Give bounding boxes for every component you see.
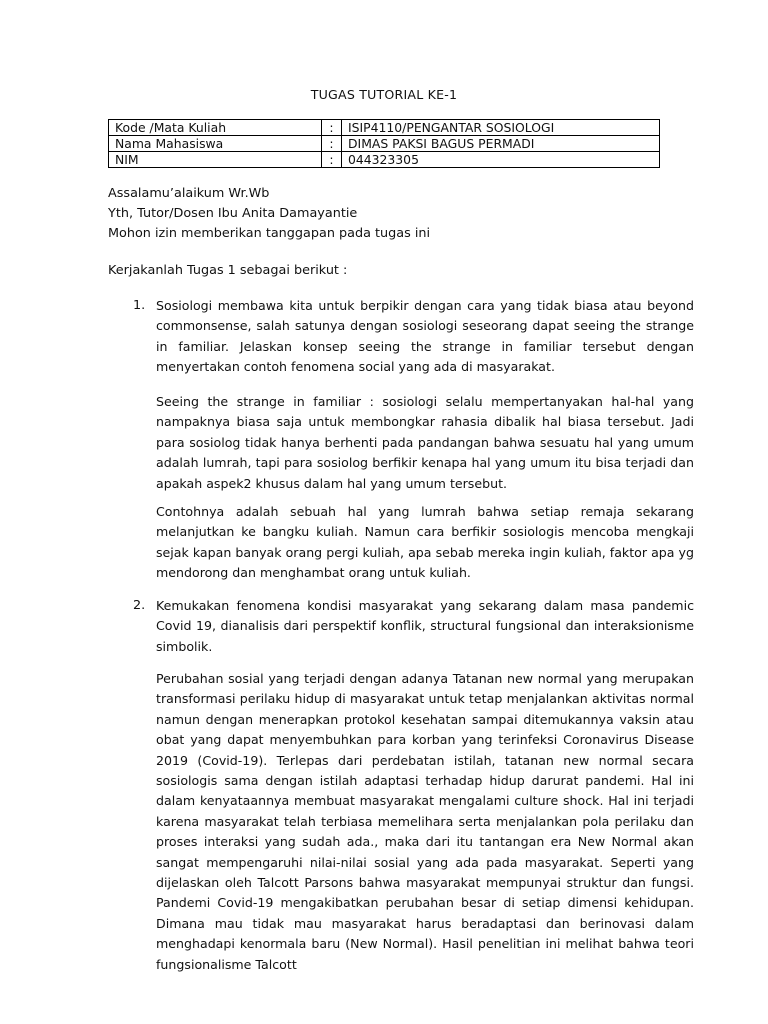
info-label: Nama Mahasiswa (109, 136, 322, 152)
info-separator: : (322, 152, 342, 168)
answer-paragraph: Contohnya adalah sebuah hal yang lumrah bahwa setiap remaja sekarang melanjutkan ke bangku kuliah. Namun cara berfikir sosiologis mencoba mengkaji sejak kapan banyak orang pergi kuliah, apa sebab mereka ingin kuliah, faktor apa yg mendorong dan menghambat orang untuk kuliah. (156, 504, 694, 581)
question-text: Kemukakan fenomena kondisi masyarakat yang sekarang dalam masa pandemic Covid 19, dianalisis dari perspektif konflik, structural fungsional dan interaksionisme simbolik. (156, 598, 694, 654)
greeting-line: Yth, Tutor/Dosen Ibu Anita Damayantie (108, 206, 358, 221)
question-text: Sosiologi membawa kita untuk berpikir dengan cara yang tidak biasa atau beyond commonsense, salah satunya dengan sosiologi seseorang dapat seeing the strange in familiar. Jelaskan konsep seeing the strange in familiar tersebut dengan menyertakan contoh fenomena social yang ada di masyarakat. (156, 298, 694, 375)
document-page: TUGAS TUTORIAL KE-1 Kode /Mata Kuliah : ISIP4110/PENGANTAR SOSIOLOGI Nama Mahasiswa : DIMAS PAKSI BAGUS PERMADI NIM : 044323305 Assalamu’alaikum Wr.Wb Yth, Tutor/Dosen Ibu Anita Damayantie Mohon izin memberikan tanggapan pada tugas ini Kerjakanlah Tugas 1 sebagai berikut : 1. Sosiologi membawa kita untuk berpikir dengan cara yang tidak biasa atau beyond commonsense, salah satunya dengan sosiologi seseorang dapat seeing the strange in familiar. Jelaskan konsep seeing the strange in familiar tersebut dengan menyertakan contoh fenomena social yang ada di masyarakat. Seeing the strange in familiar : sosiologi selalu mempertanyakan hal-hal yang nampaknya biasa saja untuk membongkar rahasia dibalik hal biasa tersebut. Jadi para sosiolog tidak hanya berhenti pada pandangan bahwa sesuatu hal yang umum adalah lumrah, tapi para sosiolog berfikir kenapa hal yang umum itu bisa terjadi dan apakah aspek2 khusus dalam hal yang umum tersebut. Contohnya adalah sebuah hal yang lumrah bahwa setiap remaja sekarang melanjutkan ke bangku kuliah. Namun cara berfikir sosiologis mencoba mengkaji sejak kapan banyak orang pergi kuliah, apa sebab mereka ingin kuliah, faktor apa yg mendorong dan menghambat orang untuk kuliah. 2. Kemukakan fenomena kondisi masyarakat yang sekarang dalam masa pandemic Covid 19, dianalisis dari perspektif konflik, structural fungsional dan interaksionisme simbolik. Perubahan sosial yang terjadi dengan adanya Tatanan new normal yang merupakan transformasi perilaku hidup di masyarakat untuk tetap menjalankan aktivitas normal namun dengan menerapkan protokol kesehatan sampai ditemukannya vaksin atau obat yang dapat menyembuhkan para korban yang terinfeksi Coronavirus Disease 2019 (Covid-19). Terlepas dari perdebatan istilah, tatanan new normal secara sosiologis sama dengan istilah adaptasi terhadap hidup darurat pandemi. Hal ini dalam kenyataannya membuat masyarakat mengalami culture shock. Hal ini terjadi karena masyarakat telah terbiasa memelihara serta menjalankan pola perilaku dan proses interaksi yang sudah ada., maka dari itu tantangan era New Normal akan sangat mempengaruhi nilai-nilai sosial yang ada pada masyarakat. Seperti yang dijelaskan oleh Talcott Parsons bahwa masyarakat mempunyai struktur dan fungsi. Pandemi Covid-19 mengakibatkan perubahan besar di setiap dimensi kehidupan. Dimana mau tidak mau masyarakat harus beradaptasi dan berinovasi dalam menghadapi kenormala baru (New Normal). Hasil penelitian ini melihat bahwa teori fungsionalisme Talcott (0, 0, 768, 1024)
info-separator: : (322, 136, 342, 152)
student-info-table (108, 119, 660, 168)
table-row (109, 136, 660, 152)
table-row (109, 152, 660, 168)
info-separator: : (322, 120, 342, 136)
info-value: DIMAS PAKSI BAGUS PERMADI (342, 136, 660, 152)
document-title: TUGAS TUTORIAL KE-1 (310, 87, 458, 102)
answer-paragraph: Seeing the strange in familiar : sosiologi selalu mempertanyakan hal-hal yang nampaknya biasa saja untuk membongkar rahasia dibalik hal biasa tersebut. Jadi para sosiolog tidak hanya berhenti pada pandangan bahwa sesuatu hal yang umum adalah lumrah, tapi para sosiolog berfikir kenapa hal yang umum itu bisa terjadi dan apakah aspek2 khusus dalam hal yang umum tersebut. (156, 394, 694, 491)
task-intro: Kerjakanlah Tugas 1 sebagai berikut : (108, 263, 348, 278)
greeting-line: Assalamu’alaikum Wr.Wb (108, 186, 270, 201)
info-value: 044323305 (342, 152, 660, 168)
info-value: ISIP4110/PENGANTAR SOSIOLOGI (342, 120, 660, 136)
greeting-block (108, 184, 430, 244)
answer-paragraph: Perubahan sosial yang terjadi dengan adanya Tatanan new normal yang merupakan transformasi perilaku hidup di masyarakat untuk tetap menjalankan aktivitas normal namun dengan menerapkan protokol kesehatan sampai ditemukannya vaksin atau obat yang dapat menyembuhkan para korban yang terinfeksi Coronavirus Disease 2019 (Covid-19). Terlepas dari perdebatan istilah, tatanan new normal secara sosiologis sama dengan istilah adaptasi terhadap hidup darurat pandemi. Hal ini dalam kenyataannya membuat masyarakat mengalami culture shock. Hal ini terjadi karena masyarakat telah terbiasa memelihara serta menjalankan pola perilaku dan proses interaksi yang sudah ada., maka dari itu tantangan era New Normal akan sangat mempengaruhi nilai-nilai sosial yang ada pada masyarakat. Seperti yang dijelaskan oleh Talcott Parsons bahwa masyarakat mempunyai struktur dan fungsi. Pandemi Covid-19 mengakibatkan perubahan besar di setiap dimensi kehidupan. Dimana mau tidak mau masyarakat harus beradaptasi dan berinovasi dalam menghadapi kenormala baru (New Normal). Hasil penelitian ini melihat bahwa teori fungsionalisme Talcott (156, 671, 694, 972)
table-row (109, 120, 660, 136)
info-label: Kode /Mata Kuliah (109, 120, 322, 136)
info-label: NIM (109, 152, 322, 168)
greeting-line: Mohon izin memberikan tanggapan pada tugas ini (108, 226, 431, 241)
